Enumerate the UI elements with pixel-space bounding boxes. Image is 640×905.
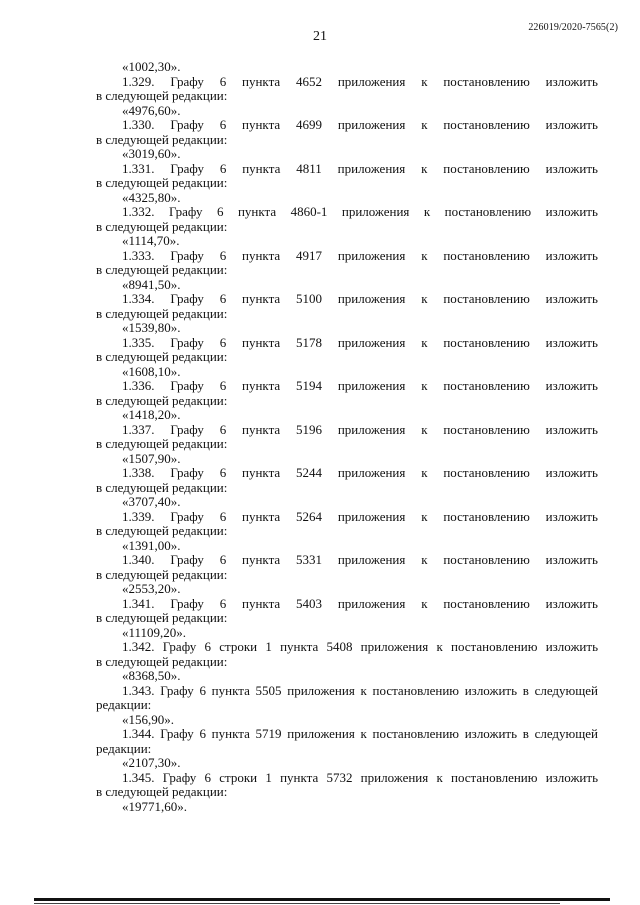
item-word: Графу [168, 204, 203, 219]
item-value: «1391,00». [122, 537, 181, 553]
item-value: «1539,80». [122, 320, 181, 335]
item-word: пункта [242, 421, 281, 437]
item-line: 1.345. Графу 6 строки 1 пункта 5732 приложения к постановлению изложить [122, 769, 598, 785]
item-word: изложить [545, 552, 598, 567]
item-word: к [421, 291, 428, 306]
item-word: приложения [337, 508, 406, 524]
item-word: Графу [170, 73, 204, 89]
list-item [96, 684, 598, 728]
item-word: изложить [545, 73, 598, 89]
item-word: 6 [219, 595, 227, 611]
item-word: 6 [219, 465, 227, 480]
item-continuation: в следующей редакции: [96, 436, 228, 451]
item-continuation: в следующей редакции: [96, 88, 228, 103]
item-word: к [421, 508, 428, 524]
item-number: 1.334. [122, 291, 155, 306]
item-word: к [421, 117, 428, 132]
item-word: пункта [242, 291, 281, 306]
list-item [96, 379, 598, 423]
page-number: 21 [313, 29, 327, 44]
item-value: «4325,80». [122, 189, 181, 205]
item-value: «1608,10». [122, 363, 181, 379]
item-value: «11109,20». [122, 624, 187, 640]
item-word: изложить [545, 204, 598, 219]
item-line: 1.343. Графу 6 пункта 5505 приложения к постановлению изложить в следующей [122, 682, 598, 698]
item-line [96, 379, 598, 394]
item-word: постановлению [443, 421, 530, 437]
item-word: постановлению [443, 508, 530, 524]
item-line [96, 205, 598, 220]
item-point: 5403 [296, 595, 322, 611]
item-word: к [421, 465, 428, 480]
item-word: к [421, 73, 428, 89]
item-value: «8941,50». [122, 276, 181, 292]
item-word: 6 [219, 117, 227, 132]
item-word: 6 [219, 73, 227, 89]
item-continuation: в следующей редакции: [96, 305, 228, 321]
item-word: Графу [170, 291, 204, 306]
item-word: постановлению [444, 204, 532, 219]
item-line [96, 597, 598, 612]
item-word: Графу [170, 247, 204, 263]
item-continuation: редакции: [96, 697, 152, 712]
item-word: изложить [545, 334, 598, 350]
item-word: постановлению [443, 465, 530, 480]
item-number: 1.341. [122, 595, 155, 611]
item-value: «19771,60». [122, 798, 187, 814]
item-number: 1.337. [122, 421, 155, 437]
item-continuation: в следующей редакции: [96, 479, 228, 495]
item-number: 1.331. [122, 160, 155, 176]
item-number: 1.332. [122, 204, 155, 219]
item-word: 6 [219, 291, 227, 306]
item-word: Графу [170, 421, 204, 437]
item-word: пункта [242, 73, 281, 89]
item-point: 4652 [296, 73, 322, 89]
item-line [96, 118, 598, 133]
item-point: 5100 [296, 291, 322, 306]
item-line [96, 423, 598, 438]
item-word: пункта [242, 552, 281, 567]
item-continuation: редакции: [96, 740, 152, 756]
item-word: приложения [337, 73, 406, 89]
item-point: 5244 [296, 465, 322, 480]
item-line: 1.344. Графу 6 пункта 5719 приложения к постановлению изложить в следующей [122, 726, 598, 741]
item-word: 6 [219, 334, 227, 350]
item-word: постановлению [443, 291, 530, 306]
item-word: 6 [219, 160, 227, 176]
item-number: 1.340. [122, 552, 155, 567]
item-word: постановлению [443, 595, 530, 611]
item-word: приложения [337, 421, 406, 437]
item-point: 5196 [296, 421, 322, 437]
list-item [96, 118, 598, 162]
item-word: 6 [219, 247, 227, 263]
item-continuation: в следующей редакции: [96, 262, 228, 277]
item-word: приложения [337, 247, 406, 263]
item-point: 5264 [296, 508, 322, 524]
list-item [96, 640, 598, 684]
item-line [96, 510, 598, 525]
item-point: 4917 [296, 247, 322, 263]
item-point: 5178 [296, 334, 322, 350]
item-word: пункта [242, 595, 281, 611]
item-continuation: в следующей редакции: [96, 523, 228, 538]
item-number: 1.329. [122, 73, 155, 89]
item-word: пункта [237, 204, 277, 219]
item-value: «8368,50». [122, 668, 181, 683]
item-word: пункта [242, 334, 281, 350]
item-word: изложить [545, 595, 598, 611]
item-point: 5194 [296, 378, 322, 393]
item-word: пункта [242, 465, 281, 480]
list-item [96, 336, 598, 380]
item-line [96, 336, 598, 351]
item-word: приложения [337, 552, 406, 567]
item-word: пункта [242, 160, 281, 176]
item-number: 1.330. [122, 117, 155, 132]
item-word: к [421, 378, 428, 393]
item-continuation: в следующей редакции: [96, 392, 228, 408]
item-value: «1418,20». [122, 407, 181, 422]
list-item [96, 75, 598, 119]
item-word: изложить [545, 378, 598, 393]
item-word: приложения [337, 117, 406, 132]
item-word: к [423, 204, 431, 219]
list-item [96, 292, 598, 336]
item-line [96, 466, 598, 481]
opening-value: «1002,30». [122, 59, 181, 74]
item-word: Графу [170, 508, 204, 524]
item-line [96, 75, 598, 90]
list-item [96, 205, 598, 249]
item-word: изложить [545, 117, 598, 132]
list-item [96, 466, 598, 510]
item-word: изложить [545, 160, 598, 176]
bottom-rule [34, 898, 610, 901]
item-value: «4976,60». [122, 102, 181, 118]
item-line [96, 553, 598, 568]
item-number: 1.333. [122, 247, 155, 263]
list-item [96, 771, 598, 815]
item-word: Графу [170, 595, 204, 611]
item-word: изложить [545, 465, 598, 480]
list-item [96, 510, 598, 554]
item-value: «1507,90». [122, 450, 181, 466]
item-word: к [421, 552, 428, 567]
item-word: к [421, 160, 428, 176]
list-item [96, 553, 598, 597]
item-word: 6 [219, 552, 227, 567]
item-word: постановлению [443, 247, 530, 263]
item-continuation: в следующей редакции: [96, 175, 228, 190]
item-word: приложения [341, 204, 410, 219]
item-word: Графу [170, 334, 204, 350]
item-word: 6 [216, 204, 224, 219]
item-word: пункта [242, 378, 281, 393]
item-continuation: в следующей редакции: [96, 653, 228, 669]
item-word: 6 [219, 508, 227, 524]
item-continuation: в следующей редакции: [96, 349, 228, 364]
item-word: приложения [337, 465, 406, 480]
item-line [96, 162, 598, 177]
item-word: постановлению [443, 378, 530, 393]
item-word: к [421, 595, 428, 611]
item-continuation: в следующей редакции: [96, 218, 228, 234]
item-word: Графу [170, 552, 204, 567]
item-word: пункта [242, 117, 281, 132]
item-word: 6 [219, 421, 227, 437]
item-word: постановлению [443, 334, 530, 350]
item-number: 1.338. [122, 465, 155, 480]
item-value: «2553,20». [122, 581, 181, 596]
item-word: Графу [170, 465, 204, 480]
item-word: Графу [170, 117, 204, 132]
item-word: постановлению [443, 552, 530, 567]
item-word: 6 [219, 378, 227, 393]
item-continuation: в следующей редакции: [96, 784, 228, 799]
item-word: постановлению [443, 117, 530, 132]
item-word: к [421, 421, 428, 437]
item-number: 1.339. [122, 508, 155, 524]
item-continuation: в следующей редакции: [96, 131, 228, 147]
item-word: изложить [545, 508, 598, 524]
item-word: приложения [337, 378, 406, 393]
item-value: «2107,30». [122, 755, 181, 770]
document-id: 226019/2020-7565(2) [528, 22, 618, 33]
item-number: 1.336. [122, 378, 155, 393]
item-point: 4860-1 [290, 204, 328, 219]
item-word: пункта [242, 508, 281, 524]
item-word: Графу [170, 160, 204, 176]
item-continuation: в следующей редакции: [96, 566, 228, 582]
item-word: приложения [337, 595, 406, 611]
item-continuation: в следующей редакции: [96, 610, 228, 625]
item-line [96, 292, 598, 307]
list-item [96, 423, 598, 467]
item-line [96, 249, 598, 264]
item-word: Графу [170, 378, 204, 393]
list-item [96, 727, 598, 771]
item-line: 1.342. Графу 6 строки 1 пункта 5408 приложения к постановлению изложить [122, 639, 598, 654]
item-word: приложения [337, 291, 406, 306]
item-point: 5331 [296, 552, 322, 567]
item-value: «156,90». [122, 711, 174, 727]
bottom-rule-thin [34, 903, 560, 904]
item-word: постановлению [443, 73, 530, 89]
item-word: постановлению [443, 160, 530, 176]
item-point: 4811 [296, 160, 322, 176]
item-value: «3019,60». [122, 146, 181, 161]
item-word: к [421, 334, 428, 350]
item-word: приложения [337, 334, 406, 350]
list-item [96, 162, 598, 206]
document-body [96, 60, 598, 814]
list-item [96, 597, 598, 641]
item-word: изложить [545, 247, 598, 263]
item-word: изложить [545, 291, 598, 306]
item-word: приложения [337, 160, 406, 176]
item-word: к [421, 247, 428, 263]
item-number: 1.335. [122, 334, 155, 350]
item-value: «1114,70». [122, 233, 180, 248]
item-word: изложить [545, 421, 598, 437]
item-point: 4699 [296, 117, 322, 132]
list-item [96, 249, 598, 293]
item-value: «3707,40». [122, 494, 181, 509]
item-word: пункта [242, 247, 281, 263]
